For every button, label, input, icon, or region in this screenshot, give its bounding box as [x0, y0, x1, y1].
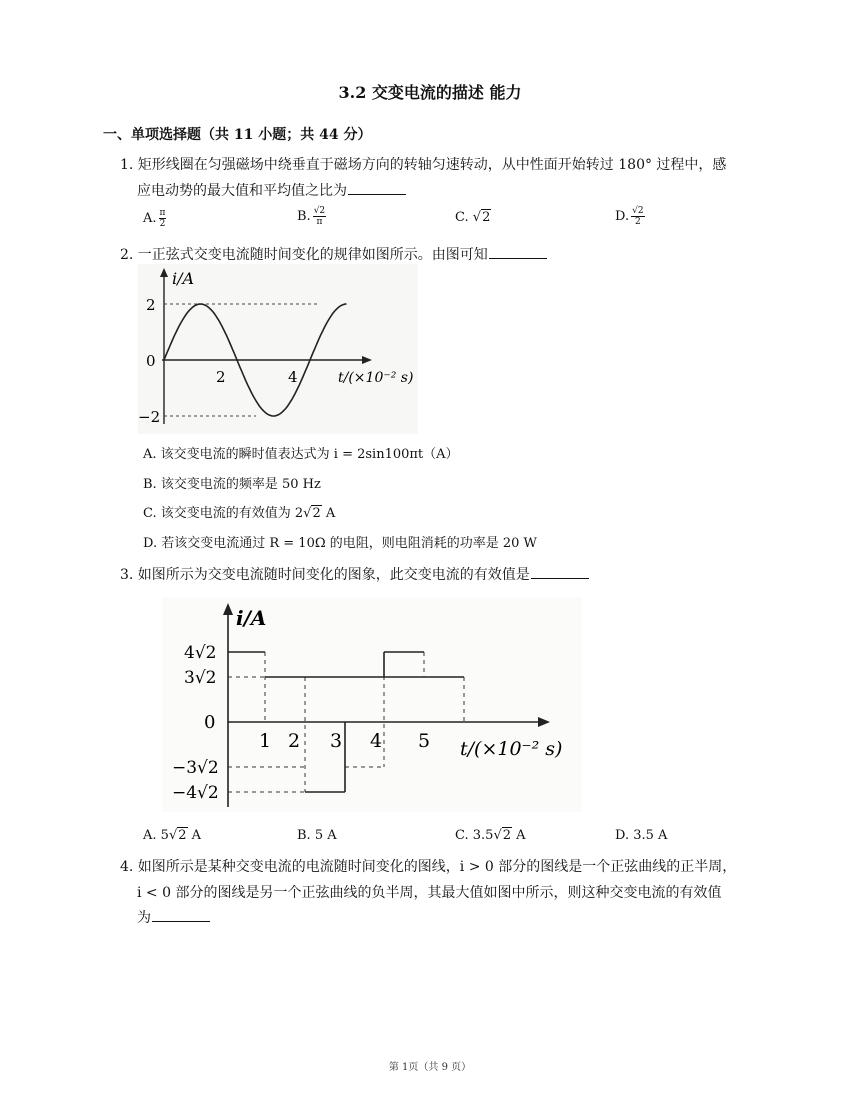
- q1-stem-line2: [137, 180, 406, 200]
- option-label: D.: [615, 209, 630, 224]
- q2-option-b[interactable]: B. 该交变电流的频率是 50 Hz: [143, 477, 321, 492]
- q4-stem-text: 为: [137, 910, 151, 926]
- option-label: A.: [143, 211, 157, 226]
- radicand: 2: [482, 210, 491, 225]
- q3-option-b[interactable]: B. 5 A: [297, 828, 337, 843]
- x-tick-4: 4: [288, 368, 298, 386]
- q3-square-wave-graph: [162, 597, 582, 812]
- x-axis-label: t/(×10⁻² s): [460, 738, 563, 760]
- answer-blank: [152, 909, 210, 922]
- y-tick-neg2: −2: [138, 408, 161, 426]
- denominator: π: [316, 217, 323, 227]
- answer-blank: [348, 182, 406, 195]
- q4-stem-line2: i < 0 部分的图线是另一个正弦曲线的负半周，其最大值如图中所示，则这种交变电流的有效值: [137, 885, 722, 901]
- y-tick-0: 0: [146, 352, 156, 370]
- sqrt-expression: √2: [168, 828, 187, 843]
- sqrt-expression: √2: [493, 828, 512, 843]
- numerator: √2: [632, 206, 644, 216]
- radicand: 2: [178, 828, 187, 843]
- q3-option-a[interactable]: [143, 828, 201, 843]
- denominator: 2: [634, 217, 641, 227]
- q4-stem-line1: 4. 如图所示是某种交变电流的电流随时间变化的图线，i > 0 部分的图线是一个正弦曲线的正半周，: [120, 859, 737, 875]
- option-label: C.: [455, 210, 469, 225]
- x-tick-4: 4: [370, 730, 383, 752]
- sqrt-expression: √2: [303, 506, 321, 521]
- x-tick-2: 2: [288, 730, 301, 752]
- y-tick-neg3sqrt2: −3√2: [172, 758, 219, 778]
- q3-option-d[interactable]: D. 3.5 A: [615, 828, 668, 843]
- x-tick-5: 5: [418, 730, 431, 752]
- q2-stem-text: 2. 一正弦式交变电流随时间变化的规律如图所示。由图可知: [120, 247, 488, 263]
- page-footer: 第 1页（共 9 页）: [388, 1062, 472, 1073]
- q2-option-d[interactable]: D. 若该交变电流通过 R = 10Ω 的电阻，则电阻消耗的功率是 20 W: [143, 536, 537, 551]
- x-tick-1: 1: [259, 730, 272, 752]
- option-label: B.: [297, 209, 311, 224]
- q1-option-a[interactable]: [143, 208, 166, 229]
- radicand: 2: [502, 828, 512, 843]
- option-text: C. 3.5: [455, 828, 494, 843]
- fraction: [631, 206, 644, 227]
- option-text: C. 该交变电流的有效值为 2: [143, 506, 304, 521]
- q1-stem-text: 应电动势的最大值和平均值之比为: [137, 183, 347, 199]
- q3-option-c[interactable]: [455, 828, 526, 843]
- x-tick-3: 3: [330, 730, 343, 752]
- y-tick-3sqrt2: 3√2: [184, 668, 217, 688]
- sqrt-expression: √2: [472, 210, 491, 225]
- answer-blank: [531, 566, 589, 579]
- q2-option-a[interactable]: A. 该交变电流的瞬时值表达式为 i = 2sin100πt（A）: [143, 447, 459, 462]
- answer-blank: [489, 246, 547, 259]
- q1-option-c[interactable]: [455, 210, 491, 225]
- option-unit: A: [321, 506, 336, 521]
- y-axis-label: i/A: [236, 606, 267, 630]
- q1-stem-line1: 1. 矩形线圈在匀强磁场中绕垂直于磁场方向的转轴匀速转动，从中性面开始转过 180° 过程中，感: [120, 157, 727, 173]
- q2-sine-graph: [138, 264, 418, 434]
- section-heading: 一、单项选择题（共 11 小题；共 44 分）: [103, 127, 372, 143]
- q1-option-b[interactable]: [297, 206, 326, 227]
- q1-option-d[interactable]: [615, 206, 645, 227]
- y-tick-0: 0: [204, 712, 216, 733]
- numerator: π: [159, 208, 166, 218]
- q4-stem-line3: [137, 907, 210, 927]
- option-unit: A: [512, 828, 526, 843]
- y-tick-4sqrt2: 4√2: [184, 643, 217, 663]
- option-unit: A: [187, 828, 202, 843]
- x-tick-2: 2: [216, 368, 226, 386]
- fraction: [313, 206, 326, 227]
- y-tick-neg4sqrt2: −4√2: [172, 783, 219, 803]
- radicand: 2: [312, 506, 321, 521]
- y-axis-label: i/A: [172, 269, 195, 288]
- q3-stem-text: 3. 如图所示为交变电流随时间变化的图象，此交变电流的有效值是: [120, 567, 530, 583]
- numerator: √2: [313, 206, 326, 216]
- x-axis-label: t/(×10⁻² s): [338, 370, 414, 386]
- option-text: A. 5: [143, 828, 169, 843]
- fraction: [159, 208, 167, 229]
- y-tick-2: 2: [146, 296, 156, 314]
- q2-stem: [120, 244, 547, 264]
- denominator: 2: [159, 219, 166, 229]
- q3-stem: [120, 564, 589, 584]
- page-title: 3.2 交变电流的描述 能力: [338, 83, 522, 102]
- q2-option-c[interactable]: [143, 502, 335, 521]
